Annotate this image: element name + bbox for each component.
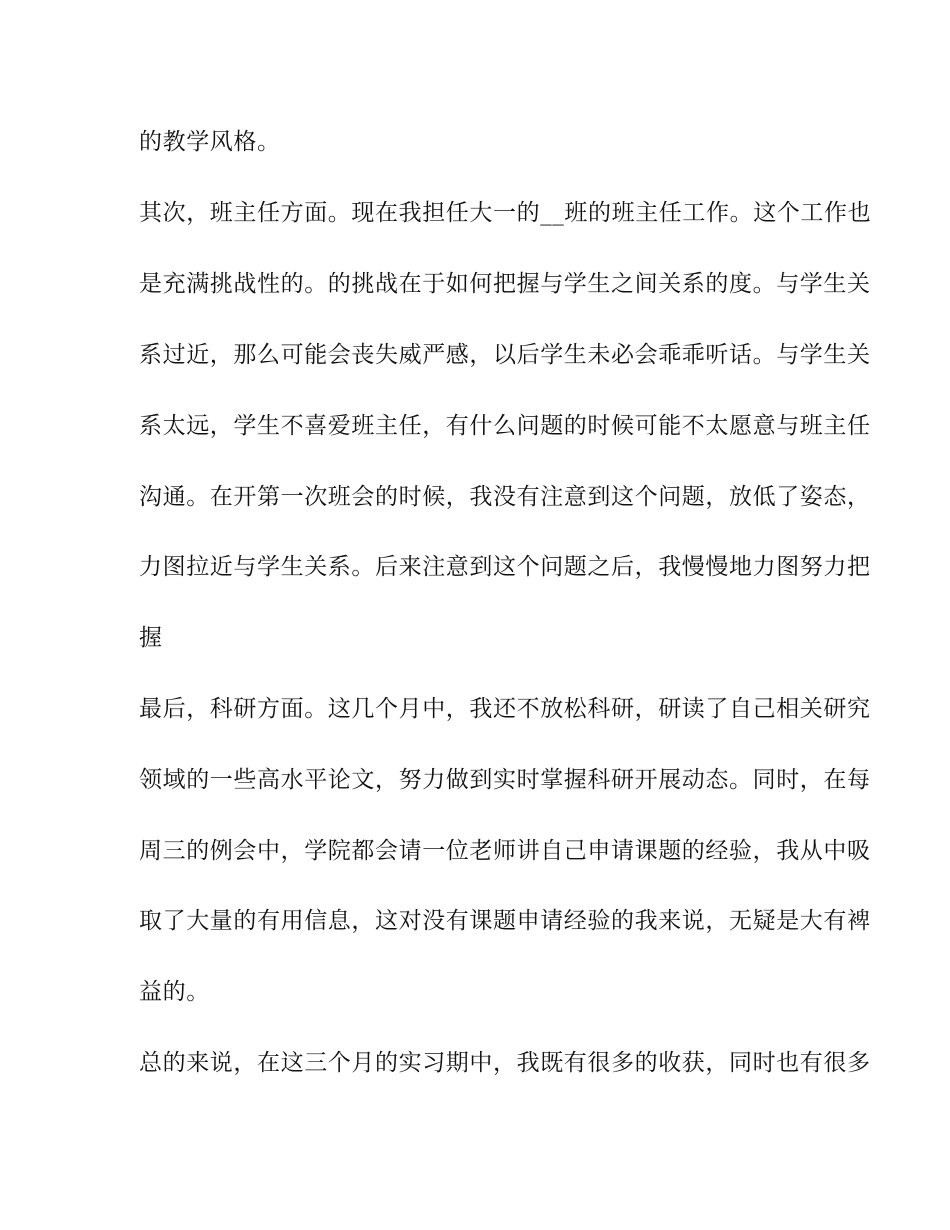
text-line: 系太远，学生不喜爱班主任，有什么问题的时候可能不太愿意与班主任: [139, 413, 871, 439]
text-line: 益的。: [139, 979, 210, 1005]
text-line: 最后，科研方面。这几个月中，我还不放松科研，研读了自己相关研究: [139, 696, 871, 722]
text-line: 总的来说，在这三个月的实习期中，我既有很多的收获，同时也有很多: [139, 1050, 871, 1076]
text-line: 系过近，那么可能会丧失威严感，以后学生未必会乖乖听话。与学生关: [139, 342, 871, 368]
text-line: 沟通。在开第一次班会的时候，我没有注意到这个问题，放低了姿态，: [139, 484, 871, 510]
text-line: 是充满挑战性的。的挑战在于如何把握与学生之间关系的度。与学生关: [139, 271, 871, 297]
text-line: 的教学风格。: [139, 129, 281, 155]
text-line: 取了大量的有用信息，这对没有课题申请经验的我来说，无疑是大有裨: [139, 908, 871, 934]
text-line: 周三的例会中，学院都会请一位老师讲自己申请课题的经验，我从中吸: [139, 838, 871, 864]
text-line: 领域的一些高水平论文，努力做到实时掌握科研开展动态。同时，在每: [139, 767, 871, 793]
text-line: 其次，班主任方面。现在我担任大一的__班的班主任工作。这个工作也: [139, 200, 872, 226]
text-line: 握: [139, 625, 163, 651]
text-line: 力图拉近与学生关系。后来注意到这个问题之后，我慢慢地力图努力把: [139, 554, 871, 580]
